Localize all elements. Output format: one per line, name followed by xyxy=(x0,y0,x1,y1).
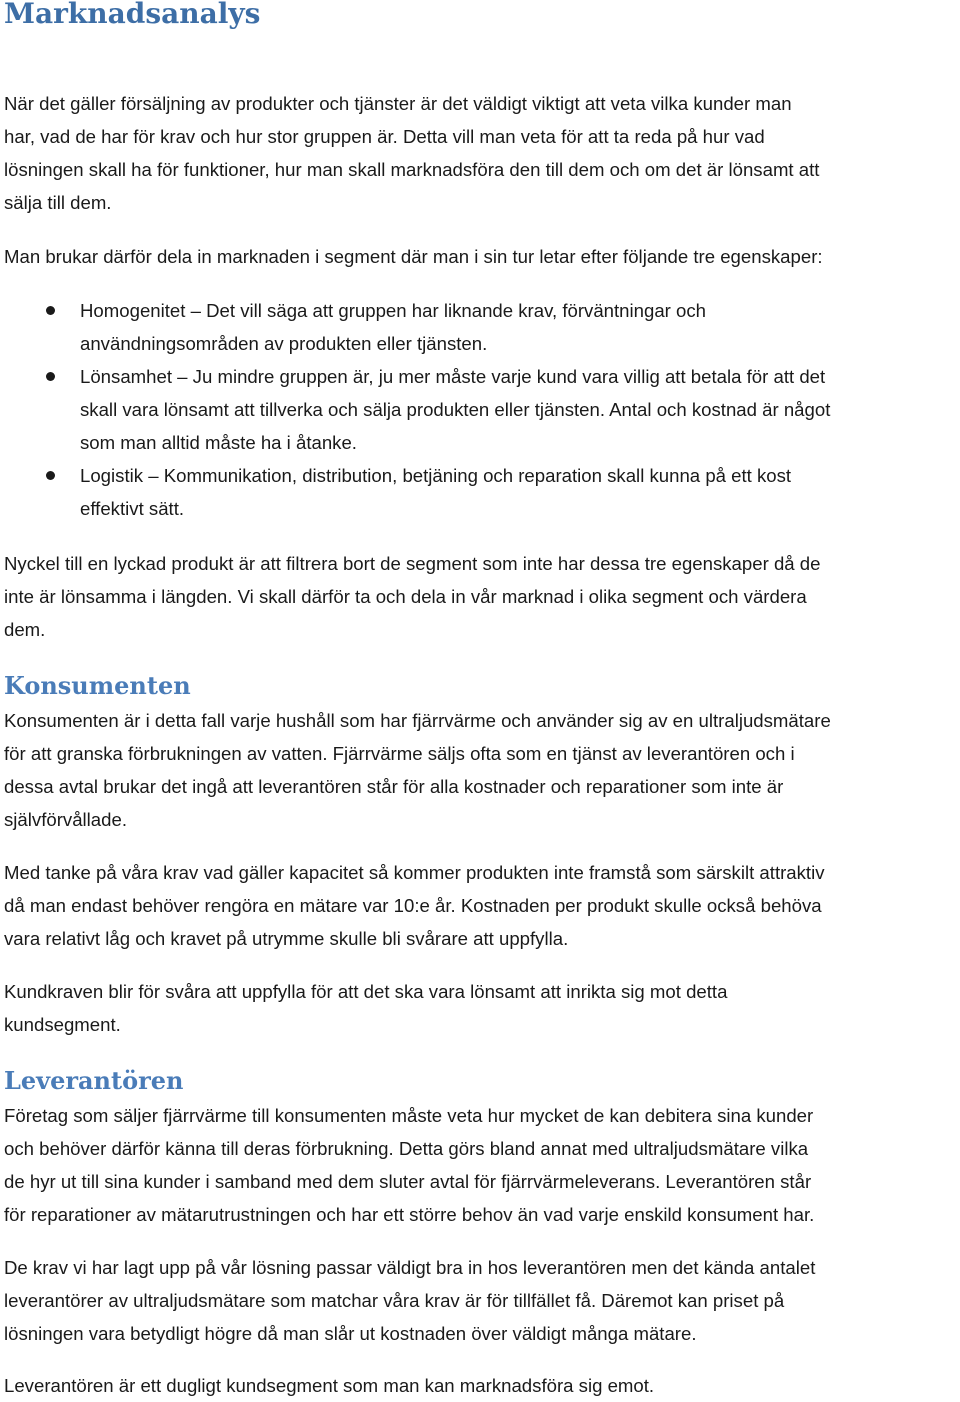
leverantoren-paragraph-2 xyxy=(4,1251,958,1350)
text-line: kundsegment. xyxy=(4,1014,121,1035)
text-line: lösningen vara betydligt högre då man slår ut kostnaden över väldigt många mätare. xyxy=(4,1323,697,1344)
text-line: för att granska förbrukningen av vatten. Fjärrvärme säljs ofta som en tjänst av leverantören och i xyxy=(4,743,795,764)
leverantoren-paragraph-1 xyxy=(4,1099,958,1231)
section-heading-leverantoren: Leverantören xyxy=(4,1066,184,1095)
text-line: Leverantören är ett dugligt kundsegment som man kan marknadsföra sig emot. xyxy=(4,1375,655,1396)
text-line: dem. xyxy=(4,619,46,640)
text-line: leverantörer av ultraljudsmätare som matchar våra krav är för tillfället få. Däremot kan priset på xyxy=(4,1290,785,1311)
text-line: skall vara lönsamt att tillverka och sälja produkten eller tjänsten. Antal och kostnad är något xyxy=(80,399,831,420)
text-line: Man brukar därför dela in marknaden i segment där man i sin tur letar efter följande tre egenskaper: xyxy=(4,246,823,267)
section-heading-konsumenten: Konsumenten xyxy=(4,671,191,700)
text-line: Företag som säljer fjärrvärme till konsumenten måste veta hur mycket de kan debitera sina kunder xyxy=(4,1105,814,1126)
bullet-icon xyxy=(46,306,55,315)
text-line: användningsområden av produkten eller tjänsten. xyxy=(80,333,488,354)
key-paragraph xyxy=(4,547,958,646)
intro-paragraph xyxy=(4,87,958,219)
konsumenten-paragraph-2 xyxy=(4,856,958,955)
bullet-icon xyxy=(46,471,55,480)
text-line: som man alltid måste ha i åtanke. xyxy=(80,432,357,453)
text-line: Lönsamhet – Ju mindre gruppen är, ju mer måste varje kund vara villig att betala för att det xyxy=(80,366,826,387)
text-line: då man endast behöver rengöra en mätare var 10:e år. Kostnaden per produkt skulle också behöva xyxy=(4,895,822,916)
page-title: Marknadsanalys xyxy=(4,0,261,30)
text-line: självförvållade. xyxy=(4,809,127,830)
list-item xyxy=(0,360,960,459)
konsumenten-paragraph-1 xyxy=(4,704,958,836)
text-line: de hyr ut till sina kunder i samband med dem sluter avtal för fjärrvärmeleverans. Leverantören står xyxy=(4,1171,812,1192)
text-line: När det gäller försäljning av produkter och tjänster är det väldigt viktigt att veta vilka kunder man xyxy=(4,93,792,114)
text-line: dessa avtal brukar det ingå att leverantören står för alla kostnader och reparationer som inte är xyxy=(4,776,784,797)
bullet-icon xyxy=(46,372,55,381)
text-line: Med tanke på våra krav vad gäller kapacitet så kommer produkten inte framstå som särskilt attraktiv xyxy=(4,862,825,883)
text-line: effektivt sätt. xyxy=(80,498,185,519)
leverantoren-paragraph-3 xyxy=(4,1369,958,1402)
list-item xyxy=(0,294,960,360)
text-line: inte är lönsamma i längden. Vi skall därför ta och dela in vår marknad i olika segment och värdera xyxy=(4,586,807,607)
list-item xyxy=(0,459,960,525)
text-line: vara relativt låg och kravet på utrymme skulle bli svårare att uppfylla. xyxy=(4,928,569,949)
text-line: De krav vi har lagt upp på vår lösning passar väldigt bra in hos leverantören men det kända antalet xyxy=(4,1257,816,1278)
text-line: Homogenitet – Det vill säga att gruppen har liknande krav, förväntningar och xyxy=(80,300,707,321)
text-line: Nyckel till en lyckad produkt är att filtrera bort de segment som inte har dessa tre egenskaper då de xyxy=(4,553,821,574)
text-line: för reparationer av mätarutrustningen och har ett större behov än vad varje enskild konsument har. xyxy=(4,1204,815,1225)
segment-properties-list xyxy=(0,294,960,525)
segment-intro-paragraph xyxy=(4,240,958,273)
text-line: Konsumenten är i detta fall varje hushåll som har fjärrvärme och använder sig av en ultraljudsmätare xyxy=(4,710,831,731)
text-line: har, vad de har för krav och hur stor gruppen är. Detta vill man veta för att ta reda på hur vad xyxy=(4,126,765,147)
text-line: Kundkraven blir för svåra att uppfylla för att det ska vara lönsamt att inrikta sig mot detta xyxy=(4,981,728,1002)
text-line: Logistik – Kommunikation, distribution, betjäning och reparation skall kunna på ett kost xyxy=(80,465,792,486)
konsumenten-paragraph-3 xyxy=(4,975,958,1041)
text-line: och behöver därför känna till deras förbrukning. Detta görs bland annat med ultraljudsmätare vilka xyxy=(4,1138,809,1159)
text-line: lösningen skall ha för funktioner, hur man skall marknadsföra den till dem och om det är lönsamt att xyxy=(4,159,820,180)
text-line: sälja till dem. xyxy=(4,192,112,213)
